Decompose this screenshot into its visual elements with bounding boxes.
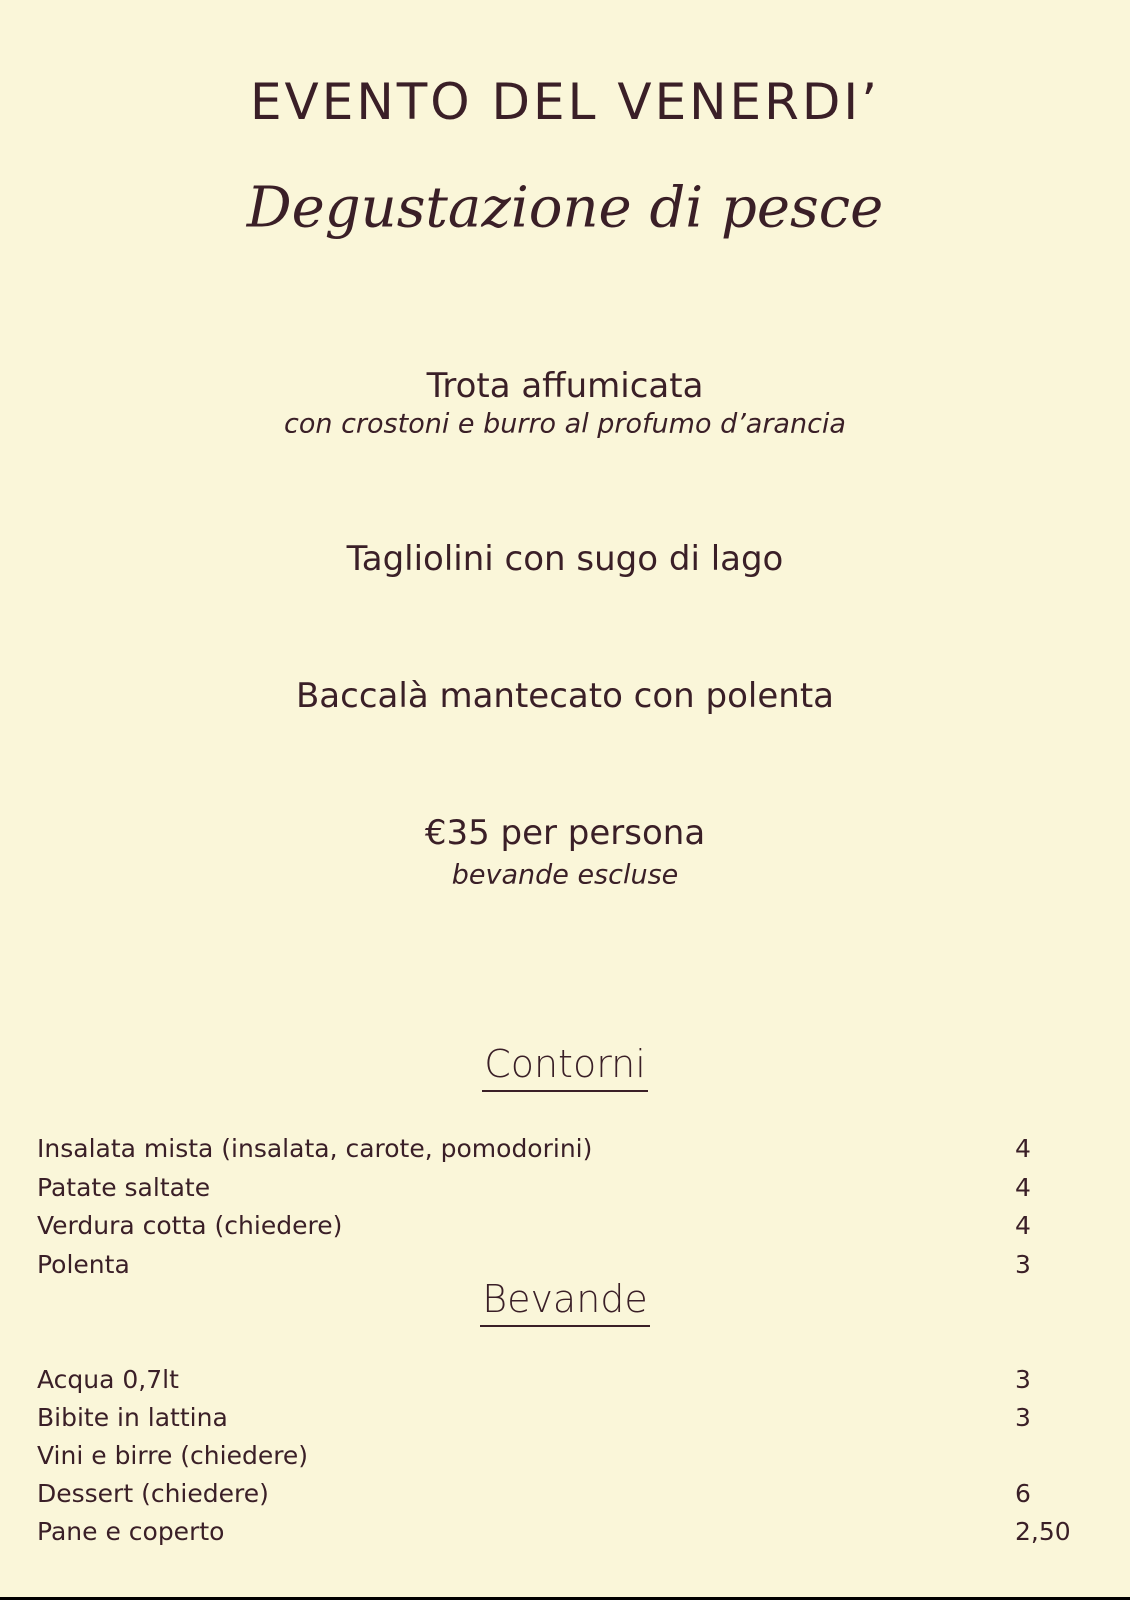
- item-price: 4: [1015, 1211, 1031, 1240]
- item-price: 3: [1015, 1250, 1031, 1279]
- dish-name: Baccalà mantecato con polenta: [295, 676, 834, 716]
- section-heading-contorni: [0, 1042, 1130, 1086]
- section-heading-text: Contorni: [482, 1042, 648, 1092]
- item-name: Polenta: [37, 1250, 130, 1279]
- item-price: 3: [1015, 1403, 1031, 1432]
- item-price: 2,50: [1015, 1517, 1071, 1546]
- item-price: 4: [1015, 1173, 1031, 1202]
- section-heading-bevande: [0, 1277, 1130, 1321]
- item-price: 6: [1015, 1479, 1031, 1508]
- item-name: Acqua 0,7lt: [37, 1365, 179, 1394]
- dish-name: Tagliolini con sugo di lago: [346, 539, 784, 579]
- item-name: Insalata mista (insalata, carote, pomodorini): [37, 1134, 593, 1163]
- price-per-person: €35 per persona: [424, 813, 706, 853]
- menu-subtitle: Degustazione di pesce: [246, 175, 884, 241]
- item-name: Patate saltate: [37, 1173, 211, 1202]
- menu-title: EVENTO DEL VENERDI’: [249, 73, 881, 131]
- item-name: Verdura cotta (chiedere): [37, 1211, 343, 1240]
- section-heading-text: Bevande: [480, 1277, 650, 1327]
- item-name: Vini e birre (chiedere): [37, 1441, 309, 1470]
- item-price: 3: [1015, 1365, 1031, 1394]
- item-price: 4: [1015, 1134, 1031, 1163]
- dish-name: Trota affumicata: [426, 366, 704, 406]
- item-name: Dessert (chiedere): [37, 1479, 269, 1508]
- dish-detail: con crostoni e burro al profumo d’arancia: [284, 408, 846, 440]
- item-name: Bibite in lattina: [37, 1403, 228, 1432]
- price-note: bevande escluse: [451, 859, 679, 891]
- item-name: Pane e coperto: [37, 1517, 225, 1546]
